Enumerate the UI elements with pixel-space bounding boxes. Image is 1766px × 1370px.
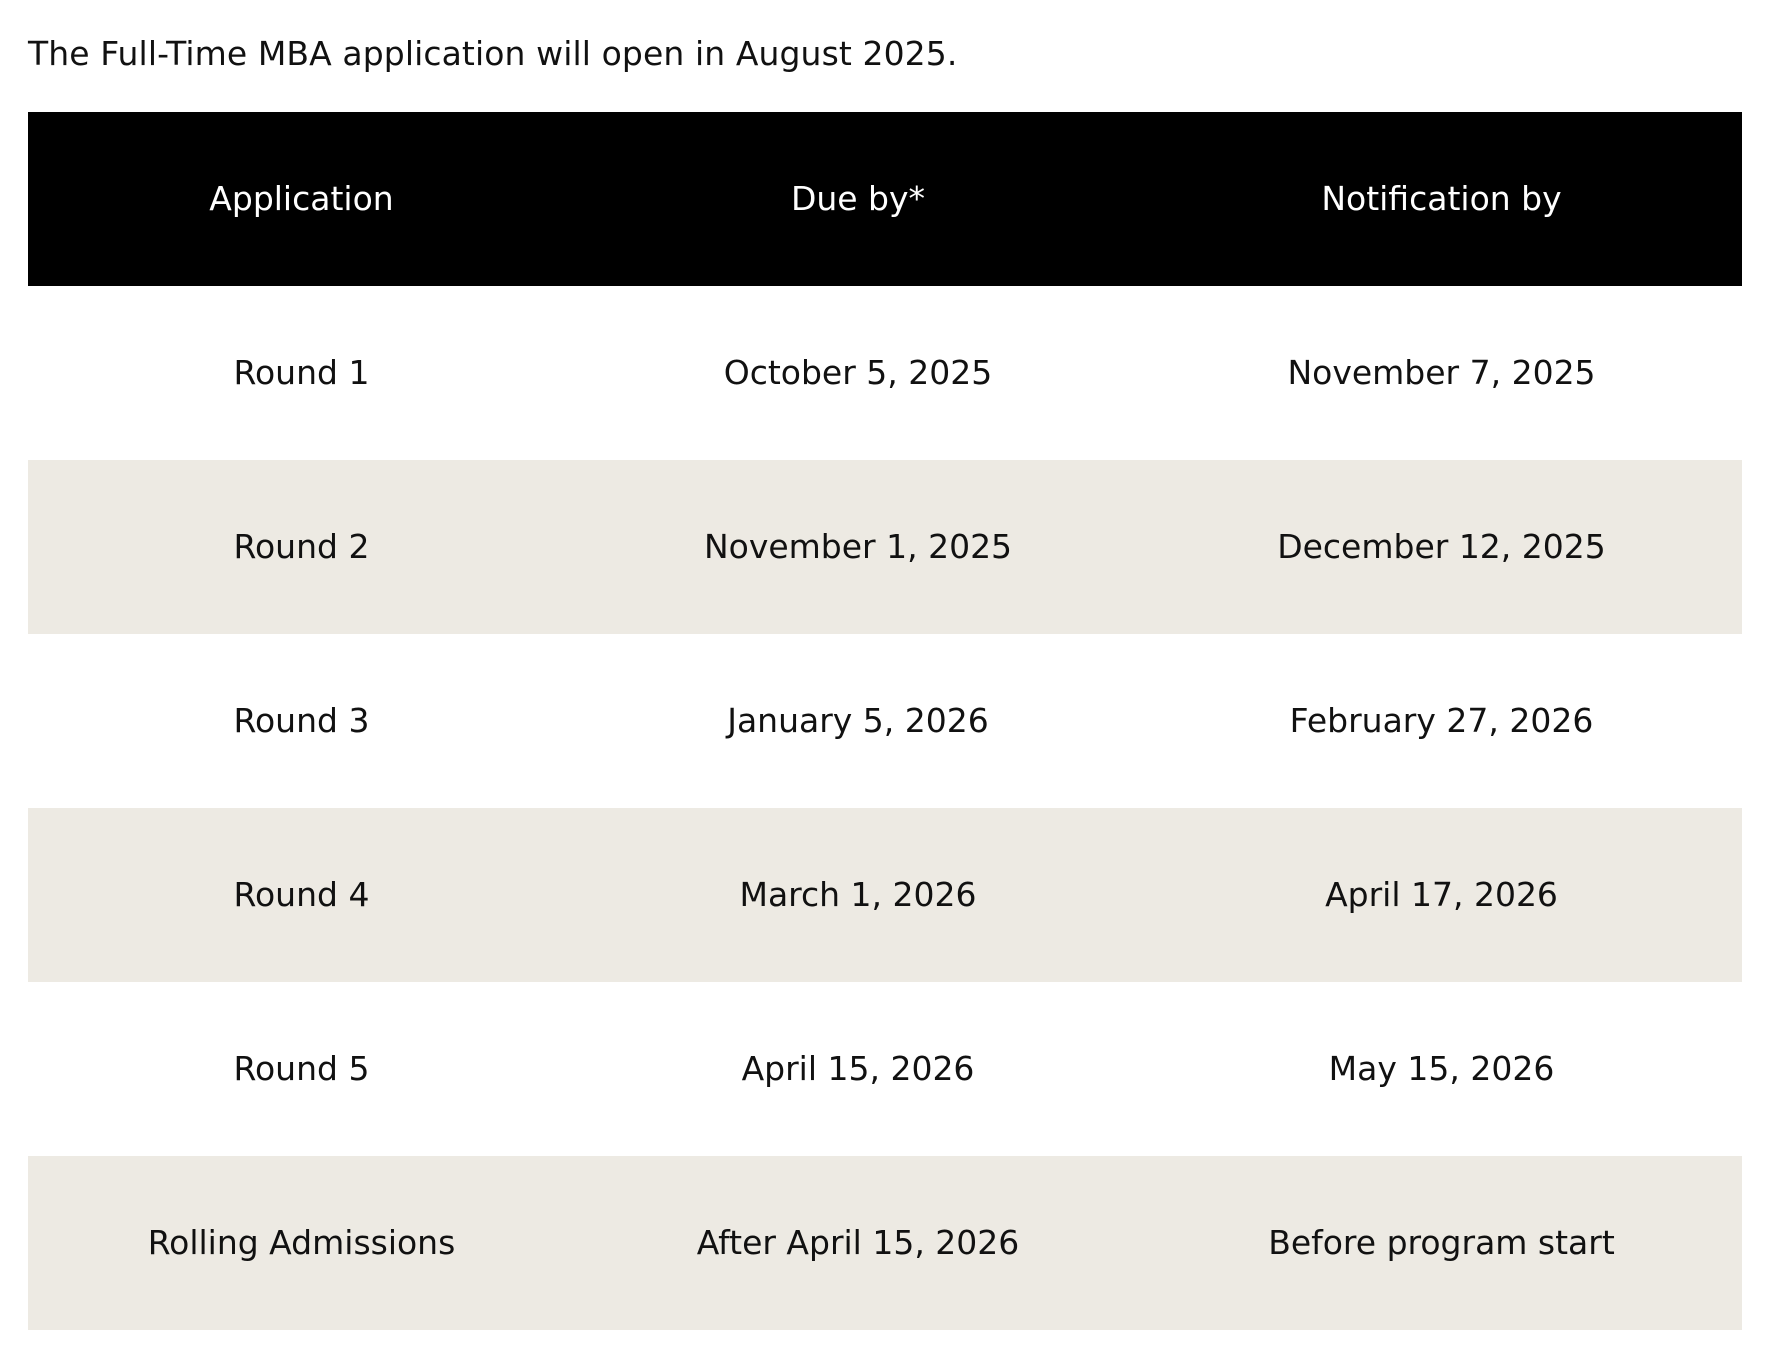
cell-application: Rolling Admissions: [28, 1156, 575, 1330]
cell-due-by: January 5, 2026: [575, 634, 1141, 808]
cell-application: Round 1: [28, 286, 575, 460]
cell-notification-by: May 15, 2026: [1141, 982, 1742, 1156]
cell-due-by: November 1, 2025: [575, 460, 1141, 634]
table-body: [28, 286, 1742, 1330]
cell-notification-by: February 27, 2026: [1141, 634, 1742, 808]
cell-application: Round 5: [28, 982, 575, 1156]
column-header-due-by: Due by*: [575, 112, 1141, 286]
cell-application: Round 2: [28, 460, 575, 634]
cell-due-by: October 5, 2025: [575, 286, 1141, 460]
table-row: [28, 460, 1742, 634]
table-row: [28, 1156, 1742, 1330]
table-row: [28, 286, 1742, 460]
header-row: [28, 112, 1742, 286]
cell-due-by: April 15, 2026: [575, 982, 1141, 1156]
cell-due-by: March 1, 2026: [575, 808, 1141, 982]
cell-notification-by: December 12, 2025: [1141, 460, 1742, 634]
table-row: [28, 982, 1742, 1156]
cell-application: Round 3: [28, 634, 575, 808]
cell-due-by: After April 15, 2026: [575, 1156, 1141, 1330]
deadlines-table: [28, 112, 1742, 1330]
cell-application: Round 4: [28, 808, 575, 982]
cell-notification-by: November 7, 2025: [1141, 286, 1742, 460]
cell-notification-by: Before program start: [1141, 1156, 1742, 1330]
cell-notification-by: April 17, 2026: [1141, 808, 1742, 982]
column-header-application: Application: [28, 112, 575, 286]
table-row: [28, 634, 1742, 808]
table-header: [28, 112, 1742, 286]
intro-text: The Full-Time MBA application will open in August 2025.: [28, 34, 958, 73]
column-header-notification-by: Notification by: [1141, 112, 1742, 286]
table-row: [28, 808, 1742, 982]
